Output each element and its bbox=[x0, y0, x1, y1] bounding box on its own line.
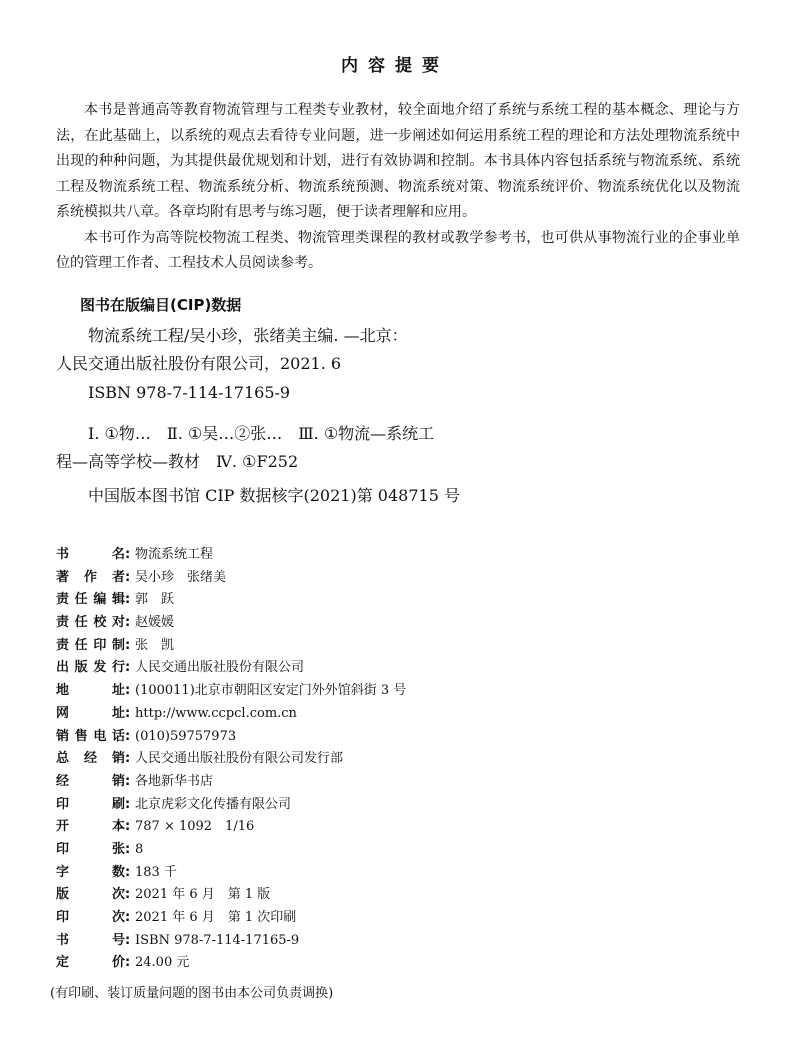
info-row bbox=[56, 862, 746, 885]
cip-line-3: ISBN 978-7-114-17165-9 bbox=[88, 383, 291, 402]
info-value: 8 bbox=[135, 841, 144, 857]
info-row bbox=[56, 589, 746, 612]
info-row bbox=[56, 726, 746, 749]
info-colon: : bbox=[125, 819, 131, 835]
info-colon: : bbox=[125, 592, 131, 608]
cip-line-5: 程—高等学校—教材 Ⅳ. ①F252 bbox=[56, 452, 299, 471]
info-colon: : bbox=[125, 841, 131, 857]
info-label: 印张 bbox=[56, 841, 125, 857]
cip-heading: 图书在版编目(CIP)数据 bbox=[80, 296, 242, 314]
info-value: 2021 年 6 月 第 1 版 bbox=[135, 887, 271, 903]
info-label: 书号 bbox=[56, 932, 125, 948]
info-row bbox=[56, 839, 746, 862]
cip-line-1: 物流系统工程/吴小珍，张绪美主编. —北京： bbox=[88, 326, 408, 345]
publication-info bbox=[56, 544, 746, 975]
summary-block bbox=[56, 98, 740, 277]
info-row bbox=[56, 748, 746, 771]
info-label: 字数 bbox=[56, 864, 125, 880]
info-value: ISBN 978-7-114-17165-9 bbox=[135, 932, 300, 948]
info-value: 183 千 bbox=[135, 864, 177, 880]
cip-line-2: 人民交通出版社股份有限公司，2021. 6 bbox=[56, 354, 342, 373]
info-label: 销售电话 bbox=[56, 728, 125, 744]
info-value: 吴小珍 张绪美 bbox=[135, 569, 227, 585]
info-colon: : bbox=[125, 547, 131, 562]
info-colon: : bbox=[125, 683, 131, 699]
info-value: 787 × 1092 1/16 bbox=[135, 819, 255, 835]
info-colon: : bbox=[125, 705, 131, 721]
info-label: 版次 bbox=[56, 887, 125, 903]
info-value: 各地新华书店 bbox=[135, 773, 214, 789]
summary-paragraph-1: 本书是普通高等教育物流管理与工程类专业教材，较全面地介绍了系统与系统工程的基本概念、理论与方法，在此基础上，以系统的观点去看待专业问题，进一步阐述如何运用系统工程的理论和方法处理物流系统中出现的种种问题，为其提供最优规划和计划，进行有效协调和控制。本书具体内容包括系统与物流系统、系统工程及物流系统工程、物流系统分析、物流系统预测、物流系统对策、物流系统评价、物流系统优化以及物流系统模拟共八章。各章均附有思考与练习题，便于读者理解和应用。 bbox=[56, 102, 740, 220]
info-value: 张 凯 bbox=[135, 637, 175, 653]
info-value: http://www.ccpcl.com.cn bbox=[135, 705, 297, 721]
info-value: 人民交通出版社股份有限公司发行部 bbox=[135, 751, 344, 767]
summary-paragraph-2: 本书可作为高等院校物流工程类、物流管理类课程的教材或教学参考书，也可供从事物流行业的企事业单位的管理工作者、工程技术人员阅读参考。 bbox=[56, 229, 740, 271]
info-value: (010)59757973 bbox=[135, 728, 237, 744]
footer-note: (有印刷、装订质量问题的图书由本公司负责调换) bbox=[50, 986, 334, 1001]
info-row bbox=[56, 930, 746, 953]
info-colon: : bbox=[125, 773, 131, 789]
info-label: 网址 bbox=[56, 705, 125, 721]
info-row bbox=[56, 952, 746, 975]
info-row bbox=[56, 612, 746, 635]
info-row bbox=[56, 567, 746, 590]
info-colon: : bbox=[125, 955, 131, 971]
info-colon: : bbox=[125, 910, 131, 925]
info-label: 印刷 bbox=[56, 796, 125, 812]
info-label: 出版发行 bbox=[56, 660, 125, 676]
info-row bbox=[56, 680, 746, 703]
info-colon: : bbox=[125, 796, 131, 812]
info-row bbox=[56, 544, 746, 567]
info-row bbox=[56, 771, 746, 794]
info-label: 定价 bbox=[56, 955, 125, 971]
cip-line-4: Ⅰ. ①物… Ⅱ. ①吴…②张… Ⅲ. ①物流—系统工 bbox=[88, 424, 435, 443]
cip-line-6: 中国版本图书馆 CIP 数据核字(2021)第 048715 号 bbox=[88, 486, 460, 505]
info-row bbox=[56, 635, 746, 658]
info-label: 总经销 bbox=[56, 751, 125, 767]
info-colon: : bbox=[125, 637, 131, 653]
info-label: 著作者 bbox=[56, 569, 125, 585]
info-colon: : bbox=[125, 932, 131, 948]
info-value: 郭 跃 bbox=[135, 592, 175, 608]
info-label: 地址 bbox=[56, 683, 125, 699]
info-label: 责任印制 bbox=[56, 637, 125, 653]
info-label: 开本 bbox=[56, 819, 125, 835]
info-colon: : bbox=[125, 660, 131, 676]
summary-title: 内容提要 bbox=[341, 56, 449, 76]
info-value: 赵媛媛 bbox=[135, 615, 175, 631]
info-colon: : bbox=[125, 728, 131, 744]
info-row bbox=[56, 657, 746, 680]
info-row bbox=[56, 816, 746, 839]
info-row bbox=[56, 884, 746, 907]
info-value: 2021 年 6 月 第 1 次印刷 bbox=[135, 910, 297, 925]
info-row bbox=[56, 907, 746, 930]
info-value: 24.00 元 bbox=[135, 955, 190, 971]
info-value: 物流系统工程 bbox=[135, 547, 214, 562]
info-value: 北京虎彩文化传播有限公司 bbox=[135, 796, 292, 812]
info-colon: : bbox=[125, 615, 131, 631]
info-value: (100011)北京市朝阳区安定门外外馆斜街 3 号 bbox=[135, 683, 407, 699]
info-colon: : bbox=[125, 751, 131, 767]
info-colon: : bbox=[125, 569, 131, 585]
info-label: 责任编辑 bbox=[56, 592, 125, 608]
info-row bbox=[56, 794, 746, 817]
info-label: 经销 bbox=[56, 773, 125, 789]
info-colon: : bbox=[125, 864, 131, 880]
info-value: 人民交通出版社股份有限公司 bbox=[135, 660, 305, 676]
info-row bbox=[56, 703, 746, 726]
info-colon: : bbox=[125, 887, 131, 903]
info-label: 责任校对 bbox=[56, 615, 125, 631]
info-label: 书名 bbox=[56, 547, 125, 562]
info-label: 印次 bbox=[56, 910, 125, 925]
